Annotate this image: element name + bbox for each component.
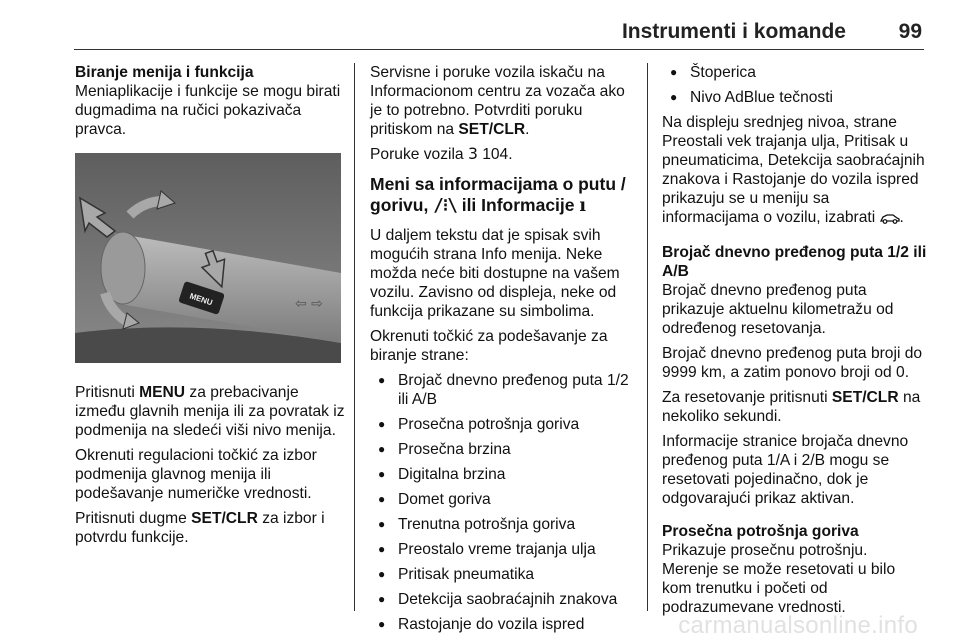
section-heading-trip-info [370,174,636,217]
subheading-menu-selection: Biranje menija i funkcija [75,64,254,81]
column-middle [370,63,636,640]
text: na nekoliko sekundi. [662,389,921,425]
paragraph-menu-button [75,383,345,440]
text: Na displeju srednjeg nivoa, strane Preostali vek trajanja ulja, Pritisak u pneumaticima, Detekcija saobraćajnih znakova i Rastojanje do vozila ispred prikazuju se u meniju sa informacijama o vozilu, izabrati [662,114,925,226]
text: 104. [477,146,513,163]
paragraph-reset-individually: Informacije stranice brojača dnevno pređenog puta 1/A i 2/B mogu se resetovati pojedinačno, dok je odgovarajući prikaz aktivan. [662,433,909,507]
text: ili Informacije [456,195,580,215]
set-clr-keyword: SET/CLR [458,121,526,138]
list-item: ● Detekcija saobraćajnih znakova [370,590,636,609]
text: za prebacivanje između glavnih menija ili za povratak iz podmenija na sledeći viši nivo menija. [75,384,345,439]
stalk-svg [75,153,341,363]
info-pages-list-cont [662,63,928,107]
paragraph-turn-wheel: Okrenuti točkić za podešavanje za biranje strane: [370,328,608,364]
list-item: ● Pritisak pneumatika [370,565,636,584]
heading-line-2 [370,195,636,217]
vehicle-info-icon [880,210,900,229]
text: . [525,121,530,138]
page-number: 99 [898,20,922,43]
list-item: ● Domet goriva [370,490,636,509]
paragraph-avg-consumption: Prikazuje prosečnu potrošnju. Merenje se može resetovati u bilo kom trenutku i početi od podrazumevane vrednosti. [662,542,896,616]
text: . [899,209,904,226]
paragraph-trip-odometer: Brojač dnevno pređenog puta prikazuje aktuelnu kilometražu od određenog resetovanja. [662,282,894,337]
info-icon: ı [579,196,587,216]
paragraph-adjuster-wheel: Okrenuti regulacioni točkić za izbor podmenija glavnog menija ili podešavanje numeričke vrednosti. [75,447,317,502]
column-divider-1 [354,63,355,611]
set-clr-keyword: SET/CLR [191,510,258,527]
set-clr-keyword: SET/CLR [831,389,899,406]
paragraph-vehicle-messages-ref [370,145,636,164]
text: Za resetovanje pritisnuti [662,389,832,406]
text: Servisne i poruke vozila iskaču na Informacionom centru za vozača ako je to potrebno. Potvrditi poruku pritiskom na [370,64,625,138]
paragraph-intro: Meniaplikacije i funkcije se mogu birati dugmadima na ručici pokazivača pravca. [75,83,341,138]
list-item: ● Trenutna potrošnja goriva [370,515,636,534]
page-reference-symbol: 3 [467,145,478,163]
column-right [662,63,928,623]
text: Pritisnuti dugme [75,510,192,527]
list-item: ● Rastojanje do vozila ispred [370,615,636,634]
list-item: ● Prosečna potrošnja goriva [370,415,636,434]
list-item: ● Štoperica [662,63,928,82]
column-divider-2 [647,63,648,611]
watermark: carmanualsonline.info [678,612,918,639]
text: Pritisnuti [75,384,140,401]
list-item: ● Brojač dnevno pređenog puta 1/2 ili A/B [370,371,636,409]
subheading-avg-consumption: Prosečna potrošnja goriva [662,523,859,540]
menu-keyword: MENU [139,384,186,401]
indicator-arrows-icon: ⇦ ⇨ [295,296,323,312]
page-header-title: Instrumenti i komande [621,20,846,43]
trip-fuel-icon: /⁝\ [433,196,457,216]
info-pages-list [370,371,636,634]
text: za izbor i potvrdu funkcije. [75,510,325,546]
paragraph-midlevel-display [662,113,928,229]
text: Poruke vozila [370,146,468,163]
column-left [75,63,345,553]
list-item: ● Nivo AdBlue tečnosti [662,88,928,107]
subheading-trip-odometer: Brojač dnevno pređenog puta 1/2 ili A/B [662,244,927,280]
header-rule [74,49,924,50]
menu-button-label: MENU [188,291,214,308]
text: gorivu, [370,195,434,215]
paragraph-service-messages [370,63,636,139]
list-item: ● Preostalo vreme trajanja ulja [370,540,636,559]
paragraph-info-menu-list: U daljem tekstu dat je spisak svih mogućih strana Info menija. Neke možda neće biti dostupne na vašem vozilu. Zavisno od displeja, neke od funkcija prikazane su simbolima. [370,227,620,320]
list-item: ● Prosečna brzina [370,440,636,459]
paragraph-reset [662,388,928,426]
heading-line-1: Meni sa informacijama o putu / [370,174,626,194]
paragraph-trip-count: Brojač dnevno pređenog puta broji do 9999 km, a zatim ponovo broji od 0. [662,345,923,381]
paragraph-set-clr [75,509,345,547]
stalk-illustration [75,153,341,363]
list-item: ● Digitalna brzina [370,465,636,484]
